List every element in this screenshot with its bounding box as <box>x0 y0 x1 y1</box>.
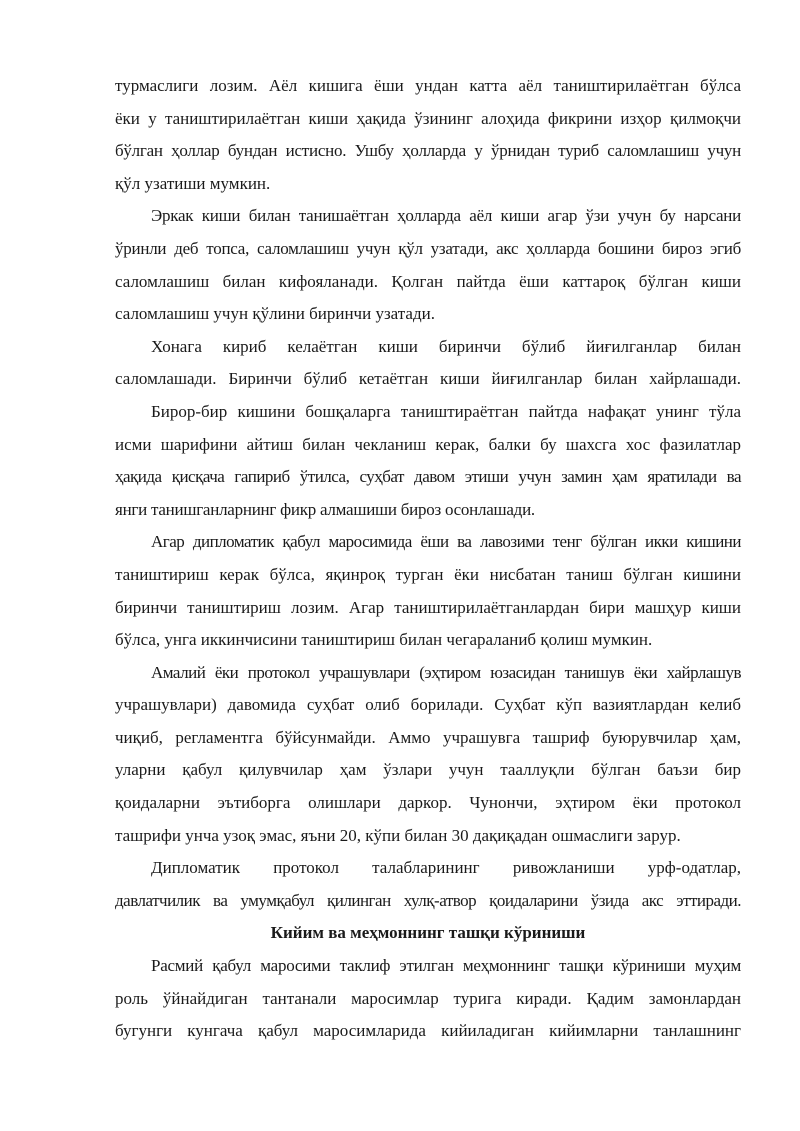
paragraph-first-line: Бирор-бир кишини бошқаларга таништираётган пайтда нафақат унинг тўла <box>151 401 741 421</box>
text-line: саломлашади. Биринчи бўлиб кетаётган киши йиғилганлар билан хайрлашади. <box>115 369 741 389</box>
text-line: учрашувлари) давомида суҳбат олиб борилади. Суҳбат кўп вазиятлардан келиб <box>115 695 741 715</box>
text-line: ташрифи унча узоқ эмас, яъни 20, кўпи билан 30 дақиқадан ошмаслиги зарур. <box>115 825 681 845</box>
paragraph-first-line: Эркак киши билан танишаётган ҳолларда аёл киши агар ўзи учун бу нарсани <box>151 206 741 226</box>
paragraph-first-line: Амалий ёки протокол учрашувлари (эҳтиром юзасидан танишув ёки хайрлашув <box>151 662 741 682</box>
text-line: чиқиб, регламентга бўйсунмайди. Аммо учрашувга ташриф буюрувчилар ҳам, <box>115 727 741 747</box>
text-line: ҳақида қисқача гапириб ўтилса, суҳбат давом этиши учун замин ҳам яратилади ва <box>115 467 741 487</box>
section-heading: Кийим ва меҳмоннинг ташқи кўриниши <box>270 923 586 943</box>
text-line: бўлган ҳоллар бундан истисно. Ушбу ҳолларда у ўрнидан туриб саломлашиш учун <box>115 141 741 161</box>
text-line: давлатчилик ва умумқабул қилинган хулқ-атвор қоидаларини ўзида акс эттиради. <box>115 890 741 910</box>
text-line: янги танишганларнинг фикр алмашиши бироз осонлашади. <box>115 499 535 519</box>
text-line: саломлашиш билан кифояланади. Қолган пайтда ёши каттароқ бўлган киши <box>115 271 741 291</box>
paragraph-first-line: Расмий қабул маросими таклиф этилган меҳмоннинг ташқи кўриниши муҳим <box>151 956 741 976</box>
paragraph-first-line: Агар дипломатик қабул маросимида ёши ва лавозими тенг бўлган икки кишини <box>151 532 741 552</box>
text-line: роль ўйнайдиган тантанали маросимлар турига киради. Қадим замонлардан <box>115 988 741 1008</box>
text-line: исми шарифини айтиш билан чекланиш керак, балки бу шахсга хос фазилатлар <box>115 434 741 454</box>
text-line: биринчи таништириш лозим. Агар таништирилаётганлардан бири машҳур киши <box>115 597 741 617</box>
text-line: бугунги кунгача қабул маросимларида кийиладиган кийимларни танлашнинг <box>115 1021 741 1041</box>
text-line: қўл узатиши мумкин. <box>115 173 271 193</box>
text-line: турмаслиги лозим. Аёл кишига ёши ундан катта аёл таништирилаётган бўлса <box>115 76 741 95</box>
text-line: саломлашиш учун қўлини биринчи узатади. <box>115 304 435 324</box>
text-line: ўринли деб топса, саломлашиш учун қўл узатади, акс ҳолларда бошини бироз эгиб <box>115 238 741 258</box>
text-line: ёки у таништирилаётган киши ҳақида ўзининг алоҳида фикрини изҳор қилмоқчи <box>115 108 741 128</box>
text-line: таништириш керак бўлса, яқинроқ турган ёки нисбатан таниш бўлган кишини <box>115 564 741 584</box>
paragraph-first-line: Дипломатик протокол талабларининг ривожланиши урф-одатлар, <box>151 858 741 878</box>
document-page <box>115 70 741 1048</box>
text-line: уларни қабул қилувчилар ҳам ўзлари учун тааллуқли бўлган баъзи бир <box>115 760 741 780</box>
text-line: бўлса, унга иккинчисини таништириш билан чегараланиб қолиш мумкин. <box>115 630 653 650</box>
paragraph-first-line: Хонага кириб келаётган киши биринчи бўлиб йиғилганлар билан <box>151 336 741 356</box>
text-line: қоидаларни эътиборга олишлари даркор. Чунончи, эҳтиром ёки протокол <box>115 793 741 813</box>
